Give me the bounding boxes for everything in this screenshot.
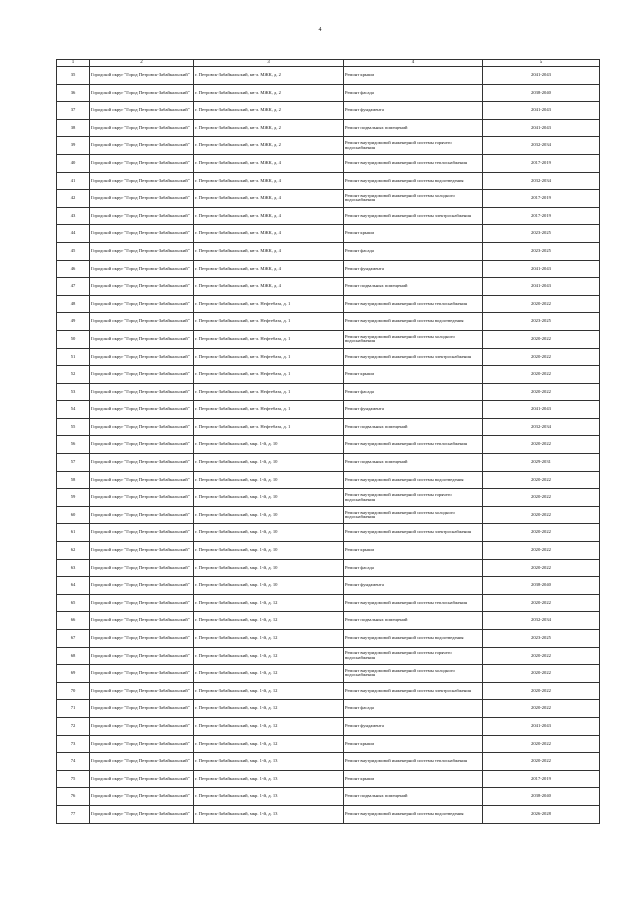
address-cell: г. Петровск-Забайкальский, мкр. 1-й, д. 10 xyxy=(194,506,344,524)
address-cell: г. Петровск-Забайкальский, кв-л. МЖК, д. 2 xyxy=(194,67,344,85)
address-cell: г. Петровск-Забайкальский, мкр. 1-й, д. 13 xyxy=(194,788,344,806)
work-type-cell: Ремонт крыши xyxy=(344,542,483,560)
address-cell: г. Петровск-Забайкальский, мкр. 1-й, д. 12 xyxy=(194,682,344,700)
owner-cell: Городской округ "Город Петровск-Забайкальский" xyxy=(90,471,194,489)
address-cell: г. Петровск-Забайкальский, мкр. 1-й, д. 10 xyxy=(194,559,344,577)
table-row xyxy=(57,278,600,296)
work-type-cell: Ремонт внутридомовой инженерной системы водоотведения xyxy=(344,471,483,489)
table-row xyxy=(57,207,600,225)
work-type-cell: Ремонт внутридомовой инженерной системы горячего водоснабжения xyxy=(344,489,483,507)
owner-cell: Городской округ "Город Петровск-Забайкальский" xyxy=(90,207,194,225)
work-type-cell: Ремонт подвальных помещений xyxy=(344,612,483,630)
row-number-cell: 71 xyxy=(57,700,90,718)
table-row xyxy=(57,630,600,648)
work-type-cell: Ремонт внутридомовой инженерной системы теплоснабжения xyxy=(344,436,483,454)
table-body xyxy=(57,67,600,824)
owner-cell: Городской округ "Город Петровск-Забайкальский" xyxy=(90,102,194,120)
address-cell: г. Петровск-Забайкальский, мкр. 1-й, д. 10 xyxy=(194,454,344,472)
period-cell: 2020-2022 xyxy=(483,753,600,771)
work-type-cell: Ремонт подвальных помещений xyxy=(344,454,483,472)
owner-cell: Городской округ "Город Петровск-Забайкальский" xyxy=(90,383,194,401)
table-row xyxy=(57,665,600,683)
work-type-cell: Ремонт крыши xyxy=(344,67,483,85)
period-cell: 2038-2040 xyxy=(483,84,600,102)
table-row xyxy=(57,506,600,524)
work-type-cell: Ремонт подвальных помещений xyxy=(344,418,483,436)
column-header-3: 3 xyxy=(194,60,344,67)
owner-cell: Городской округ "Город Петровск-Забайкальский" xyxy=(90,454,194,472)
table-row xyxy=(57,348,600,366)
address-cell: г. Петровск-Забайкальский, мкр. 1-й, д. 12 xyxy=(194,735,344,753)
period-cell: 2020-2022 xyxy=(483,735,600,753)
column-header-1: 1 xyxy=(57,60,90,67)
work-type-cell: Ремонт внутридомовой инженерной системы электроснабжения xyxy=(344,524,483,542)
owner-cell: Городской округ "Город Петровск-Забайкальский" xyxy=(90,330,194,348)
work-type-cell: Ремонт фундамента xyxy=(344,260,483,278)
work-type-cell: Ремонт крыши xyxy=(344,225,483,243)
period-cell: 2020-2022 xyxy=(483,665,600,683)
address-cell: г. Петровск-Забайкальский, кв-л. Нефтебаза, д. 1 xyxy=(194,366,344,384)
address-cell: г. Петровск-Забайкальский, кв-л. МЖК, д. 4 xyxy=(194,225,344,243)
address-cell: г. Петровск-Забайкальский, мкр. 1-й, д. 10 xyxy=(194,524,344,542)
row-number-cell: 36 xyxy=(57,84,90,102)
owner-cell: Городской округ "Город Петровск-Забайкальский" xyxy=(90,770,194,788)
work-type-cell: Ремонт внутридомовой инженерной системы электроснабжения xyxy=(344,207,483,225)
work-type-cell: Ремонт фасада xyxy=(344,242,483,260)
address-cell: г. Петровск-Забайкальский, кв-л. Нефтебаза, д. 1 xyxy=(194,418,344,436)
address-cell: г. Петровск-Забайкальский, мкр. 1-й, д. 10 xyxy=(194,436,344,454)
owner-cell: Городской округ "Город Петровск-Забайкальский" xyxy=(90,735,194,753)
period-cell: 2032-2034 xyxy=(483,137,600,155)
table-row xyxy=(57,154,600,172)
period-cell: 2041-2043 xyxy=(483,401,600,419)
work-type-cell: Ремонт фасада xyxy=(344,559,483,577)
row-number-cell: 58 xyxy=(57,471,90,489)
work-type-cell: Ремонт подвальных помещений xyxy=(344,278,483,296)
table-row xyxy=(57,119,600,137)
owner-cell: Городской округ "Город Петровск-Забайкальский" xyxy=(90,313,194,331)
work-type-cell: Ремонт внутридомовой инженерной системы электроснабжения xyxy=(344,348,483,366)
address-cell: г. Петровск-Забайкальский, мкр. 1-й, д. 13 xyxy=(194,805,344,823)
table-row xyxy=(57,717,600,735)
table-row xyxy=(57,330,600,348)
row-number-cell: 61 xyxy=(57,524,90,542)
period-cell: 2020-2022 xyxy=(483,471,600,489)
table-row xyxy=(57,295,600,313)
address-cell: г. Петровск-Забайкальский, кв-л. МЖК, д. 4 xyxy=(194,278,344,296)
row-number-cell: 55 xyxy=(57,418,90,436)
address-cell: г. Петровск-Забайкальский, кв-л. Нефтебаза, д. 1 xyxy=(194,401,344,419)
address-cell: г. Петровск-Забайкальский, кв-л. МЖК, д. 2 xyxy=(194,137,344,155)
address-cell: г. Петровск-Забайкальский, кв-л. МЖК, д. 2 xyxy=(194,84,344,102)
period-cell: 2032-2034 xyxy=(483,418,600,436)
owner-cell: Городской округ "Город Петровск-Забайкальский" xyxy=(90,172,194,190)
owner-cell: Городской округ "Город Петровск-Забайкальский" xyxy=(90,137,194,155)
row-number-cell: 73 xyxy=(57,735,90,753)
owner-cell: Городской округ "Город Петровск-Забайкальский" xyxy=(90,577,194,595)
period-cell: 2020-2022 xyxy=(483,366,600,384)
owner-cell: Городской округ "Город Петровск-Забайкальский" xyxy=(90,542,194,560)
owner-cell: Городской округ "Город Петровск-Забайкальский" xyxy=(90,418,194,436)
capital-repair-table xyxy=(56,59,600,824)
table-row xyxy=(57,524,600,542)
table-row xyxy=(57,84,600,102)
table-row xyxy=(57,260,600,278)
row-number-cell: 77 xyxy=(57,805,90,823)
row-number-cell: 56 xyxy=(57,436,90,454)
address-cell: г. Петровск-Забайкальский, кв-л. МЖК, д. 2 xyxy=(194,119,344,137)
row-number-cell: 67 xyxy=(57,630,90,648)
table-row xyxy=(57,313,600,331)
owner-cell: Городской округ "Город Петровск-Забайкальский" xyxy=(90,682,194,700)
address-cell: г. Петровск-Забайкальский, мкр. 1-й, д. 12 xyxy=(194,665,344,683)
address-cell: г. Петровск-Забайкальский, мкр. 1-й, д. 12 xyxy=(194,594,344,612)
period-cell: 2020-2022 xyxy=(483,559,600,577)
owner-cell: Городской округ "Город Петровск-Забайкальский" xyxy=(90,119,194,137)
work-type-cell: Ремонт внутридомовой инженерной системы теплоснабжения xyxy=(344,154,483,172)
table-row xyxy=(57,67,600,85)
work-type-cell: Ремонт внутридомовой инженерной системы холодного водоснабжения xyxy=(344,506,483,524)
address-cell: г. Петровск-Забайкальский, мкр. 1-й, д. 10 xyxy=(194,471,344,489)
work-type-cell: Ремонт внутридомовой инженерной системы горячего водоснабжения xyxy=(344,137,483,155)
row-number-cell: 49 xyxy=(57,313,90,331)
table-row xyxy=(57,788,600,806)
address-cell: г. Петровск-Забайкальский, мкр. 1-й, д. 12 xyxy=(194,700,344,718)
owner-cell: Городской округ "Город Петровск-Забайкальский" xyxy=(90,805,194,823)
column-header-2: 2 xyxy=(90,60,194,67)
work-type-cell: Ремонт фасада xyxy=(344,383,483,401)
table-header-row xyxy=(57,60,600,67)
owner-cell: Городской округ "Город Петровск-Забайкальский" xyxy=(90,788,194,806)
row-number-cell: 63 xyxy=(57,559,90,577)
owner-cell: Городской округ "Город Петровск-Забайкальский" xyxy=(90,594,194,612)
row-number-cell: 35 xyxy=(57,67,90,85)
owner-cell: Городской округ "Город Петровск-Забайкальский" xyxy=(90,278,194,296)
table-row xyxy=(57,242,600,260)
address-cell: г. Петровск-Забайкальский, кв-л. МЖК, д. 2 xyxy=(194,102,344,120)
period-cell: 2017-2019 xyxy=(483,207,600,225)
period-cell: 2023-2025 xyxy=(483,313,600,331)
row-number-cell: 54 xyxy=(57,401,90,419)
table-row xyxy=(57,172,600,190)
period-cell: 2038-2040 xyxy=(483,577,600,595)
work-type-cell: Ремонт фасада xyxy=(344,84,483,102)
period-cell: 2020-2022 xyxy=(483,594,600,612)
work-type-cell: Ремонт фундамента xyxy=(344,102,483,120)
period-cell: 2032-2034 xyxy=(483,612,600,630)
row-number-cell: 57 xyxy=(57,454,90,472)
address-cell: г. Петровск-Забайкальский, мкр. 1-й, д. 12 xyxy=(194,717,344,735)
period-cell: 2041-2043 xyxy=(483,119,600,137)
work-type-cell: Ремонт крыши xyxy=(344,366,483,384)
table-row xyxy=(57,471,600,489)
page-number: 4 xyxy=(318,27,322,33)
work-type-cell: Ремонт фундамента xyxy=(344,717,483,735)
work-type-cell: Ремонт внутридомовой инженерной системы горячего водоснабжения xyxy=(344,647,483,665)
address-cell: г. Петровск-Забайкальский, кв-л. Нефтебаза, д. 1 xyxy=(194,330,344,348)
period-cell: 2017-2019 xyxy=(483,770,600,788)
row-number-cell: 41 xyxy=(57,172,90,190)
owner-cell: Городской округ "Город Петровск-Забайкальский" xyxy=(90,348,194,366)
owner-cell: Городской округ "Город Петровск-Забайкальский" xyxy=(90,700,194,718)
address-cell: г. Петровск-Забайкальский, кв-л. Нефтебаза, д. 1 xyxy=(194,348,344,366)
owner-cell: Городской округ "Город Петровск-Забайкальский" xyxy=(90,717,194,735)
row-number-cell: 47 xyxy=(57,278,90,296)
owner-cell: Городской округ "Город Петровск-Забайкальский" xyxy=(90,753,194,771)
owner-cell: Городской округ "Город Петровск-Забайкальский" xyxy=(90,612,194,630)
period-cell: 2020-2022 xyxy=(483,295,600,313)
period-cell: 2029-2031 xyxy=(483,454,600,472)
owner-cell: Городской округ "Город Петровск-Забайкальский" xyxy=(90,67,194,85)
period-cell: 2041-2043 xyxy=(483,260,600,278)
owner-cell: Городской округ "Город Петровск-Забайкальский" xyxy=(90,84,194,102)
table-row xyxy=(57,137,600,155)
address-cell: г. Петровск-Забайкальский, мкр. 1-й, д. 10 xyxy=(194,577,344,595)
row-number-cell: 72 xyxy=(57,717,90,735)
table-row xyxy=(57,383,600,401)
work-type-cell: Ремонт фундамента xyxy=(344,401,483,419)
work-type-cell: Ремонт крыши xyxy=(344,770,483,788)
work-type-cell: Ремонт подвальных помещений xyxy=(344,788,483,806)
work-type-cell: Ремонт внутридомовой инженерной системы водоотведения xyxy=(344,172,483,190)
row-number-cell: 43 xyxy=(57,207,90,225)
period-cell: 2023-2025 xyxy=(483,630,600,648)
row-number-cell: 62 xyxy=(57,542,90,560)
owner-cell: Городской округ "Город Петровск-Забайкальский" xyxy=(90,647,194,665)
period-cell: 2020-2022 xyxy=(483,436,600,454)
row-number-cell: 38 xyxy=(57,119,90,137)
work-type-cell: Ремонт внутридомовой инженерной системы холодного водоснабжения xyxy=(344,190,483,208)
address-cell: г. Петровск-Забайкальский, кв-л. МЖК, д. 4 xyxy=(194,260,344,278)
address-cell: г. Петровск-Забайкальский, кв-л. МЖК, д. 4 xyxy=(194,172,344,190)
row-number-cell: 76 xyxy=(57,788,90,806)
row-number-cell: 50 xyxy=(57,330,90,348)
work-type-cell: Ремонт внутридомовой инженерной системы теплоснабжения xyxy=(344,295,483,313)
row-number-cell: 64 xyxy=(57,577,90,595)
period-cell: 2017-2019 xyxy=(483,190,600,208)
work-type-cell: Ремонт внутридомовой инженерной системы водоотведения xyxy=(344,630,483,648)
row-number-cell: 40 xyxy=(57,154,90,172)
table-row xyxy=(57,366,600,384)
column-header-5: 5 xyxy=(483,60,600,67)
period-cell: 2041-2043 xyxy=(483,102,600,120)
period-cell: 2020-2022 xyxy=(483,647,600,665)
table-row xyxy=(57,700,600,718)
period-cell: 2020-2022 xyxy=(483,383,600,401)
row-number-cell: 37 xyxy=(57,102,90,120)
period-cell: 2026-2028 xyxy=(483,805,600,823)
row-number-cell: 74 xyxy=(57,753,90,771)
table-row xyxy=(57,612,600,630)
period-cell: 2020-2022 xyxy=(483,348,600,366)
period-cell: 2023-2025 xyxy=(483,242,600,260)
owner-cell: Городской округ "Город Петровск-Забайкальский" xyxy=(90,524,194,542)
work-type-cell: Ремонт внутридомовой инженерной системы холодного водоснабжения xyxy=(344,665,483,683)
table-row xyxy=(57,190,600,208)
row-number-cell: 69 xyxy=(57,665,90,683)
row-number-cell: 65 xyxy=(57,594,90,612)
table-row xyxy=(57,401,600,419)
work-type-cell: Ремонт фундамента xyxy=(344,577,483,595)
owner-cell: Городской округ "Город Петровск-Забайкальский" xyxy=(90,506,194,524)
owner-cell: Городской округ "Город Петровск-Забайкальский" xyxy=(90,295,194,313)
period-cell: 2020-2022 xyxy=(483,489,600,507)
table-row xyxy=(57,682,600,700)
address-cell: г. Петровск-Забайкальский, кв-л. Нефтебаза, д. 1 xyxy=(194,383,344,401)
table-row xyxy=(57,805,600,823)
period-cell: 2020-2022 xyxy=(483,682,600,700)
owner-cell: Городской округ "Город Петровск-Забайкальский" xyxy=(90,260,194,278)
row-number-cell: 48 xyxy=(57,295,90,313)
work-type-cell: Ремонт внутридомовой инженерной системы холодного водоснабжения xyxy=(344,330,483,348)
table-row xyxy=(57,102,600,120)
address-cell: г. Петровск-Забайкальский, кв-л. Нефтебаза, д. 1 xyxy=(194,313,344,331)
owner-cell: Городской округ "Город Петровск-Забайкальский" xyxy=(90,190,194,208)
row-number-cell: 42 xyxy=(57,190,90,208)
period-cell: 2020-2022 xyxy=(483,524,600,542)
period-cell: 2041-2043 xyxy=(483,717,600,735)
address-cell: г. Петровск-Забайкальский, мкр. 1-й, д. 10 xyxy=(194,489,344,507)
row-number-cell: 52 xyxy=(57,366,90,384)
owner-cell: Городской округ "Город Петровск-Забайкальский" xyxy=(90,366,194,384)
address-cell: г. Петровск-Забайкальский, кв-л. МЖК, д. 4 xyxy=(194,154,344,172)
period-cell: 2032-2034 xyxy=(483,172,600,190)
period-cell: 2023-2025 xyxy=(483,225,600,243)
row-number-cell: 39 xyxy=(57,137,90,155)
period-cell: 2020-2022 xyxy=(483,542,600,560)
address-cell: г. Петровск-Забайкальский, кв-л. Нефтебаза, д. 1 xyxy=(194,295,344,313)
table-row xyxy=(57,225,600,243)
work-type-cell: Ремонт внутридомовой инженерной системы теплоснабжения xyxy=(344,753,483,771)
owner-cell: Городской округ "Город Петровск-Забайкальский" xyxy=(90,242,194,260)
period-cell: 2041-2043 xyxy=(483,278,600,296)
table-row xyxy=(57,647,600,665)
table-row xyxy=(57,770,600,788)
owner-cell: Городской округ "Город Петровск-Забайкальский" xyxy=(90,559,194,577)
address-cell: г. Петровск-Забайкальский, мкр. 1-й, д. 10 xyxy=(194,542,344,560)
row-number-cell: 51 xyxy=(57,348,90,366)
period-cell: 2017-2019 xyxy=(483,154,600,172)
owner-cell: Городской округ "Город Петровск-Забайкальский" xyxy=(90,630,194,648)
period-cell: 2020-2022 xyxy=(483,330,600,348)
work-type-cell: Ремонт фасада xyxy=(344,700,483,718)
owner-cell: Городской округ "Город Петровск-Забайкальский" xyxy=(90,154,194,172)
owner-cell: Городской округ "Город Петровск-Забайкальский" xyxy=(90,401,194,419)
table-row xyxy=(57,454,600,472)
period-cell: 2038-2040 xyxy=(483,788,600,806)
address-cell: г. Петровск-Забайкальский, мкр. 1-й, д. 12 xyxy=(194,612,344,630)
row-number-cell: 60 xyxy=(57,506,90,524)
row-number-cell: 45 xyxy=(57,242,90,260)
row-number-cell: 66 xyxy=(57,612,90,630)
address-cell: г. Петровск-Забайкальский, кв-л. МЖК, д. 4 xyxy=(194,207,344,225)
address-cell: г. Петровск-Забайкальский, мкр. 1-й, д. 13 xyxy=(194,770,344,788)
address-cell: г. Петровск-Забайкальский, мкр. 1-й, д. 12 xyxy=(194,630,344,648)
work-type-cell: Ремонт внутридомовой инженерной системы теплоснабжения xyxy=(344,594,483,612)
row-number-cell: 53 xyxy=(57,383,90,401)
table-row xyxy=(57,594,600,612)
table-row xyxy=(57,577,600,595)
table-row xyxy=(57,542,600,560)
work-type-cell: Ремонт внутридомовой инженерной системы электроснабжения xyxy=(344,682,483,700)
address-cell: г. Петровск-Забайкальский, мкр. 1-й, д. 13 xyxy=(194,753,344,771)
column-header-4: 4 xyxy=(344,60,483,67)
row-number-cell: 59 xyxy=(57,489,90,507)
work-type-cell: Ремонт внутридомовой инженерной системы водоотведения xyxy=(344,805,483,823)
address-cell: г. Петровск-Забайкальский, кв-л. МЖК, д. 4 xyxy=(194,190,344,208)
row-number-cell: 68 xyxy=(57,647,90,665)
table-row xyxy=(57,436,600,454)
owner-cell: Городской округ "Город Петровск-Забайкальский" xyxy=(90,489,194,507)
row-number-cell: 46 xyxy=(57,260,90,278)
table-row xyxy=(57,418,600,436)
period-cell: 2041-2043 xyxy=(483,67,600,85)
row-number-cell: 70 xyxy=(57,682,90,700)
work-type-cell: Ремонт внутридомовой инженерной системы водоотведения xyxy=(344,313,483,331)
owner-cell: Городской округ "Город Петровск-Забайкальский" xyxy=(90,665,194,683)
table-row xyxy=(57,753,600,771)
address-cell: г. Петровск-Забайкальский, мкр. 1-й, д. 12 xyxy=(194,647,344,665)
period-cell: 2020-2022 xyxy=(483,506,600,524)
work-type-cell: Ремонт крыши xyxy=(344,735,483,753)
owner-cell: Городской округ "Город Петровск-Забайкальский" xyxy=(90,436,194,454)
table-row xyxy=(57,559,600,577)
row-number-cell: 75 xyxy=(57,770,90,788)
period-cell: 2020-2022 xyxy=(483,700,600,718)
owner-cell: Городской округ "Город Петровск-Забайкальский" xyxy=(90,225,194,243)
address-cell: г. Петровск-Забайкальский, кв-л. МЖК, д. 4 xyxy=(194,242,344,260)
work-type-cell: Ремонт подвальных помещений xyxy=(344,119,483,137)
table-row xyxy=(57,735,600,753)
row-number-cell: 44 xyxy=(57,225,90,243)
table-row xyxy=(57,489,600,507)
